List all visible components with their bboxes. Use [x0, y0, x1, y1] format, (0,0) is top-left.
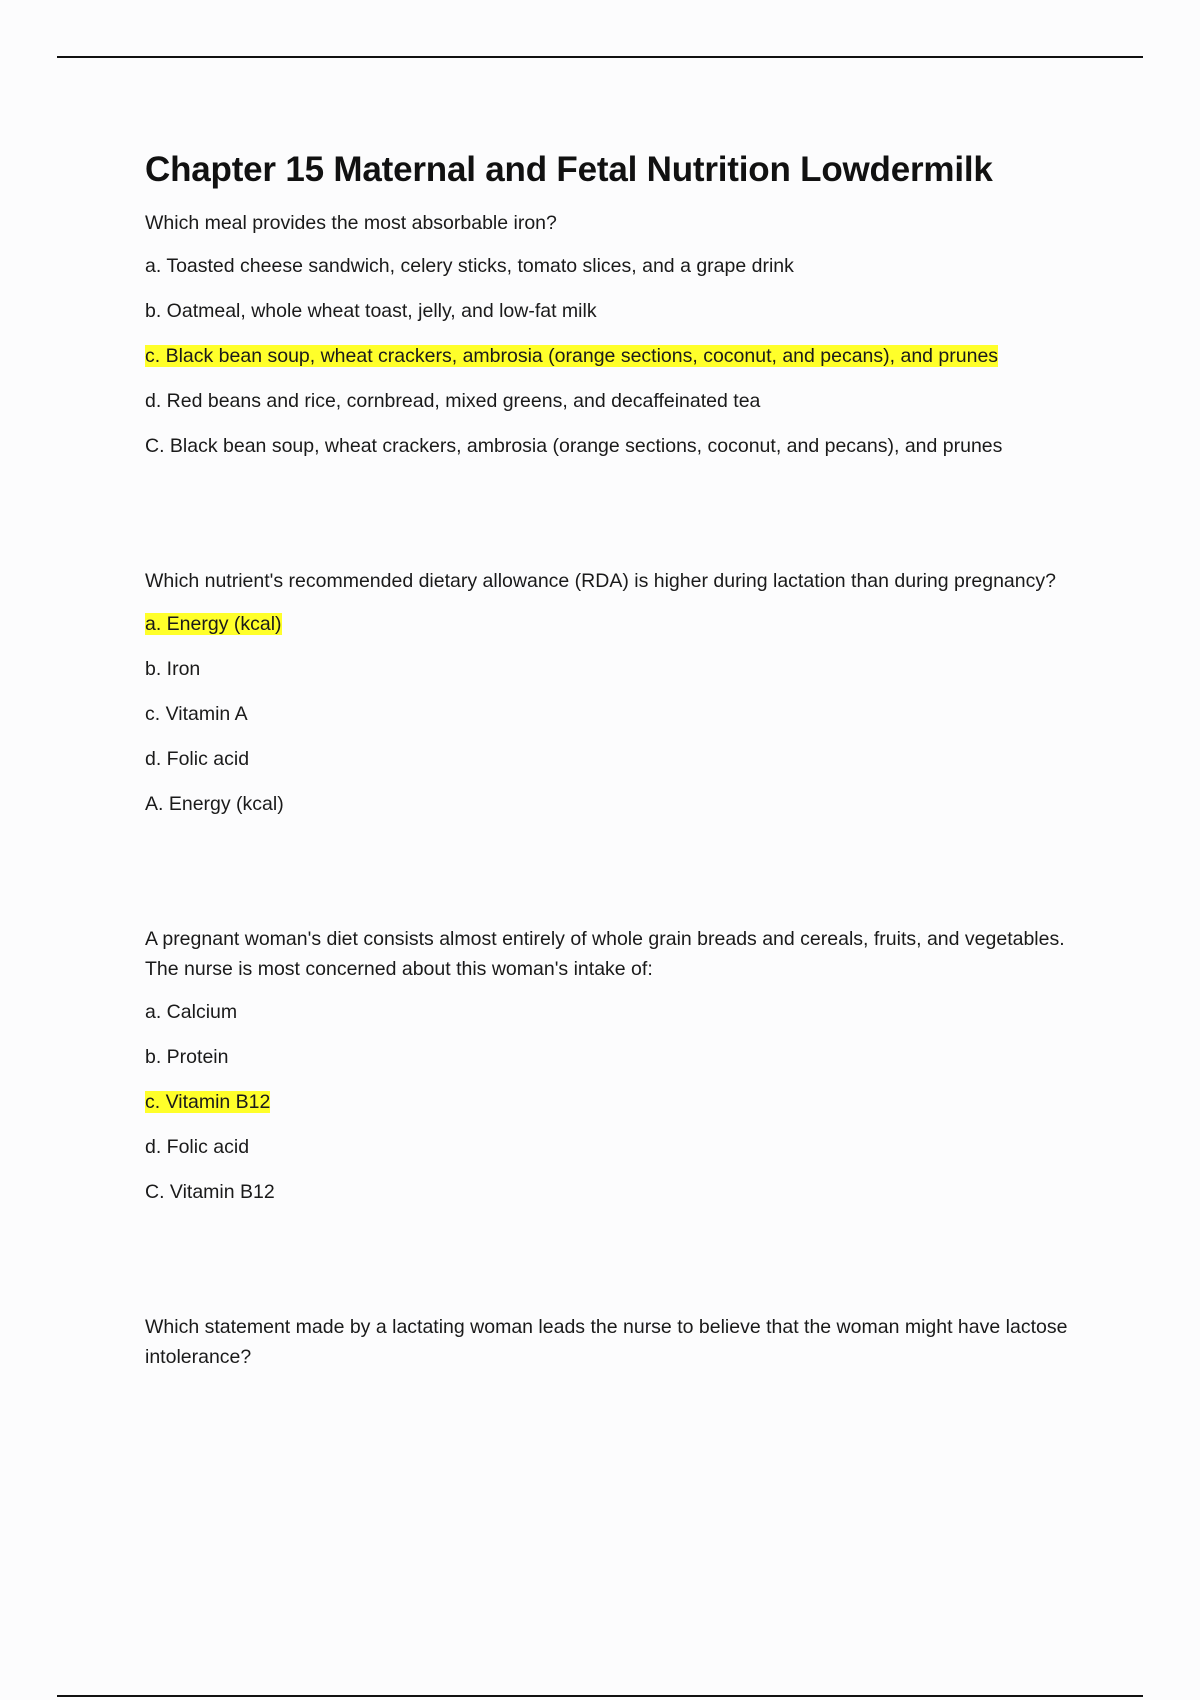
option-d [145, 1133, 1075, 1161]
header-rule [57, 56, 1143, 58]
option-text: b. Protein [145, 1046, 229, 1068]
option-text: b. Iron [145, 658, 201, 680]
document-title: Chapter 15 Maternal and Fetal Nutrition Lowdermilk [145, 150, 993, 189]
option-text: b. Oatmeal, whole wheat toast, jelly, and low-fat milk [145, 300, 597, 322]
question-text: A pregnant woman's diet consists almost entirely of whole grain breads and cereals, fruits, and vegetables. The nurse is most concerned about this woman's intake of: [145, 928, 1065, 980]
answer-text: C. Vitamin B12 [145, 1181, 275, 1203]
option-a [145, 610, 1075, 638]
option-c [145, 342, 1075, 370]
option-c [145, 700, 1075, 728]
footer-rule [57, 1695, 1143, 1697]
option-a [145, 998, 1075, 1026]
question-text: Which nutrient's recommended dietary allowance (RDA) is higher during lactation than during pregnancy? [145, 570, 1056, 592]
question-3 [145, 924, 1075, 1206]
highlighted-option-text: c. Black bean soup, wheat crackers, ambrosia (orange sections, coconut, and pecans), and prunes [145, 345, 999, 367]
highlighted-option-text: a. Energy (kcal) [145, 613, 282, 635]
option-text: d. Red beans and rice, cornbread, mixed greens, and decaffeinated tea [145, 390, 761, 412]
option-text: a. Calcium [145, 1001, 238, 1023]
answer-text: A. Energy (kcal) [145, 793, 284, 815]
option-text: d. Folic acid [145, 748, 250, 770]
option-b [145, 297, 1075, 325]
question-1 [145, 208, 1075, 460]
question-text: Which meal provides the most absorbable iron? [145, 212, 557, 234]
highlighted-option-text: c. Vitamin B12 [145, 1091, 271, 1113]
option-text: c. Vitamin A [145, 703, 248, 725]
question-4 [145, 1312, 1075, 1372]
option-d [145, 745, 1075, 773]
option-b [145, 1043, 1075, 1071]
option-d [145, 387, 1075, 415]
option-a [145, 252, 1075, 280]
option-b [145, 655, 1075, 683]
option-c [145, 1088, 1075, 1116]
option-text: d. Folic acid [145, 1136, 250, 1158]
question-text: Which statement made by a lactating woman leads the nurse to believe that the woman might have lactose intolerance? [145, 1316, 1068, 1368]
answer-text: C. Black bean soup, wheat crackers, ambrosia (orange sections, coconut, and pecans), and prunes [145, 435, 1003, 457]
option-text: a. Toasted cheese sandwich, celery sticks, tomato slices, and a grape drink [145, 255, 794, 277]
document-body [145, 148, 1075, 1386]
question-2 [145, 566, 1075, 818]
